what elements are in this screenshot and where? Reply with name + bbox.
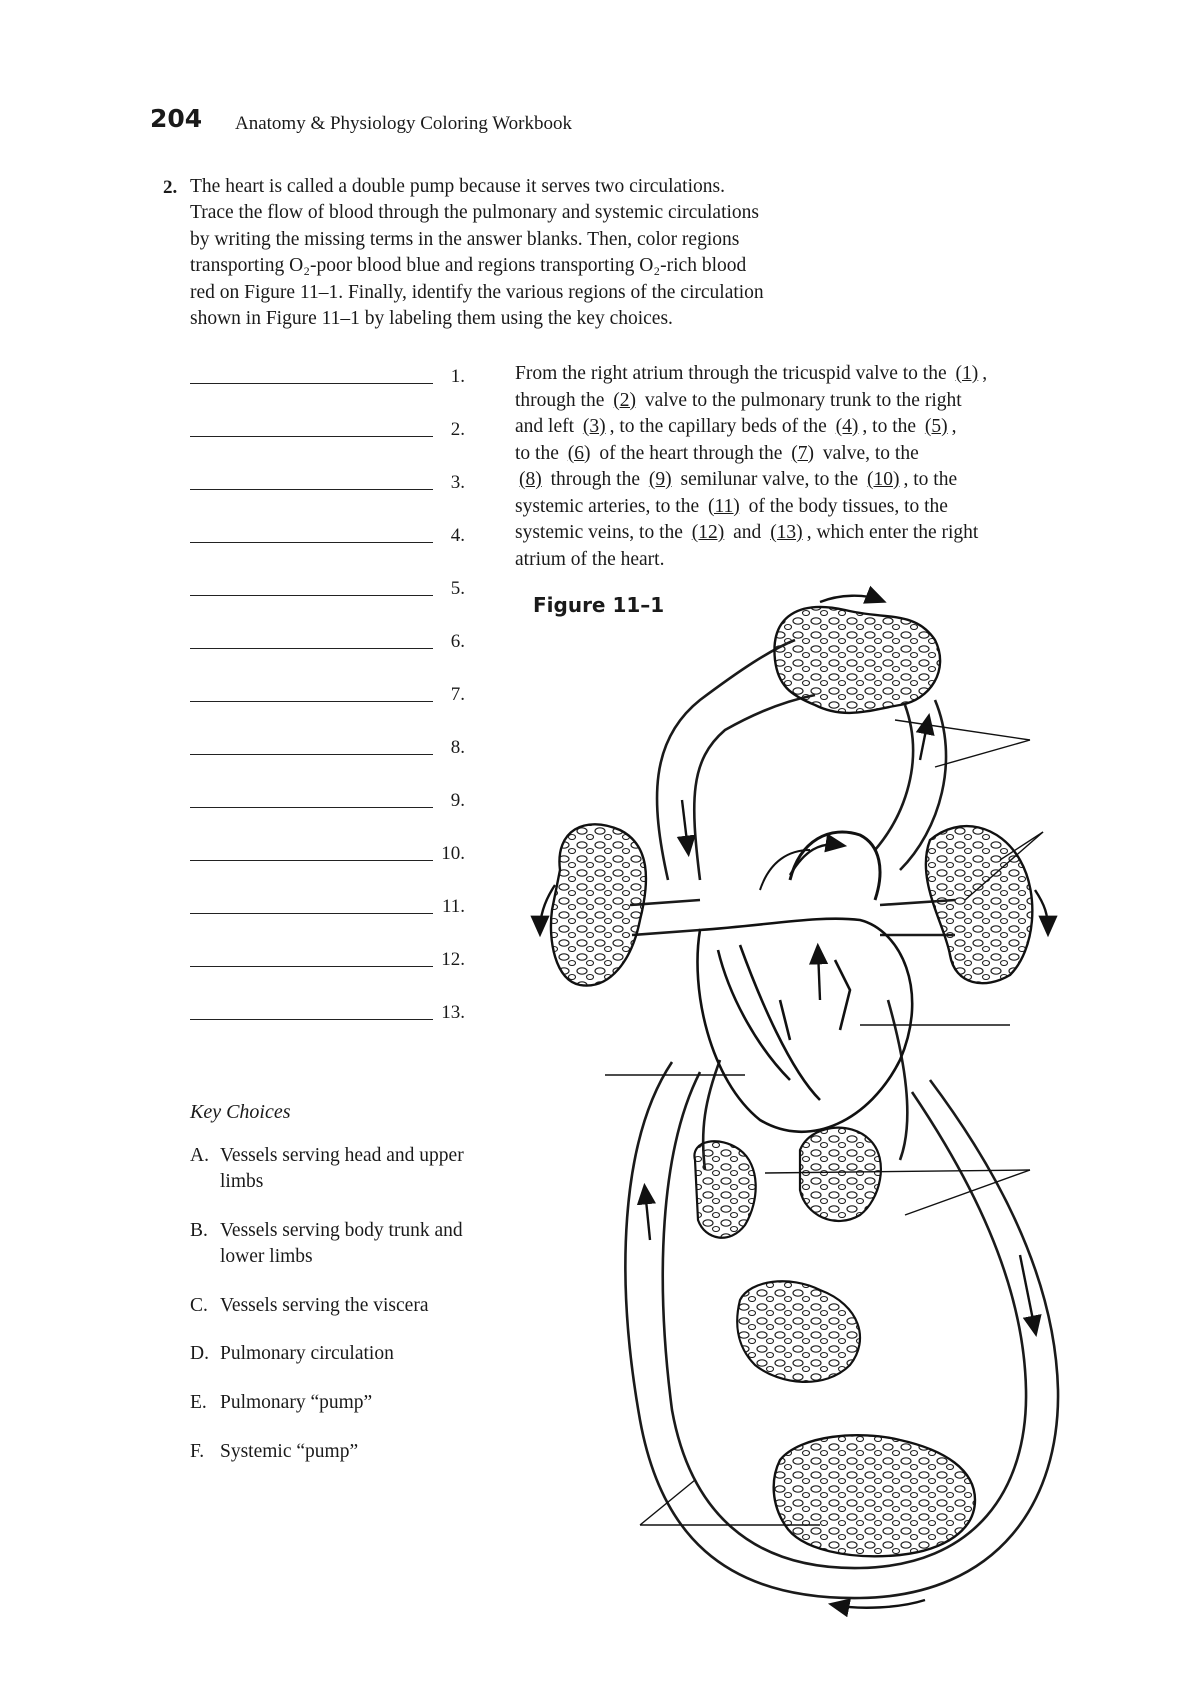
capillary-bed-top (774, 607, 940, 713)
book-title: Anatomy & Physiology Coloring Workbook (235, 113, 572, 134)
passage-text: , which enter the right (806, 522, 979, 543)
blank-ref: (2) (613, 389, 636, 411)
passage-text: semilunar valve, to the (675, 469, 863, 490)
key-letter: D. (190, 1343, 209, 1364)
heart (698, 832, 913, 1132)
blank-number: 3. (450, 472, 465, 493)
passage-text: , to the capillary beds of the (609, 416, 832, 437)
passage-text: systemic arteries, to the (515, 495, 704, 517)
blank-number: 1. (450, 366, 465, 387)
blank-number: 6. (450, 631, 465, 652)
blank-ref: (7) (791, 442, 815, 464)
intro-line: shown in Figure 11–1 by labeling them using the key choices. (190, 308, 673, 330)
passage-text: through the (515, 389, 610, 411)
key-letter: A. (190, 1145, 209, 1166)
blank-number: 8. (450, 737, 465, 758)
key-text: Vessels serving the viscera (220, 1295, 429, 1316)
descending-aorta (888, 1000, 907, 1160)
blank-ref: (4) (835, 416, 859, 437)
capillary-bed-viscera-lower (737, 1281, 860, 1382)
leader-line (640, 1480, 695, 1525)
blank-ref: (1) (955, 363, 979, 384)
flow-arrow (820, 596, 880, 602)
intro-line: transporting O₂-poor blood blue and regions transporting O₂-rich blood (190, 255, 747, 277)
capillary-bed-bottom (774, 1435, 975, 1556)
upper-vessel-right-inner (875, 705, 913, 850)
blank-ref: (12) (691, 522, 725, 543)
blank-ref: (13) (770, 522, 803, 543)
blank-number: 7. (450, 684, 465, 705)
blank-number: 12. (441, 949, 465, 970)
blank-number: 10. (441, 843, 465, 864)
passage-text: atrium of the heart. (515, 548, 665, 570)
key-letter: C. (190, 1295, 208, 1316)
passage-text: , to the (903, 469, 958, 490)
left-branch-lower (632, 930, 700, 935)
blank-ref: (10) (866, 469, 900, 490)
key-text: Pulmonary “pump” (220, 1392, 373, 1413)
passage-text: , (982, 363, 988, 384)
passage-text: of the heart through the (594, 442, 788, 464)
passage-text: through the (545, 469, 645, 490)
leader-line (935, 740, 1030, 767)
passage-text: to the (515, 442, 564, 464)
key-letter: B. (190, 1220, 208, 1241)
capillary-bed-left (551, 824, 646, 985)
passage-text: , (951, 416, 957, 437)
passage-text: , to the (862, 416, 921, 437)
leader-line (895, 720, 1030, 740)
passage-text: valve, to the (818, 442, 919, 464)
blank-number: 9. (450, 790, 465, 811)
page-number: 204 (150, 104, 203, 133)
leader-line (905, 1170, 1030, 1215)
passage-text: valve to the pulmonary trunk to the right (639, 389, 962, 411)
key-text: Systemic “pump” (220, 1441, 359, 1462)
key-text: Pulmonary circulation (220, 1343, 394, 1364)
blank-ref: (8) (519, 469, 542, 490)
passage-text: and left (515, 416, 579, 437)
flow-arrow (645, 1190, 650, 1240)
blank-number: 11. (441, 896, 465, 917)
blank-ref: (6) (567, 442, 591, 464)
passage-text: and (728, 522, 767, 543)
blank-number: 4. (450, 525, 465, 546)
blank-ref: (5) (924, 416, 948, 437)
blank-ref: (11) (707, 495, 740, 517)
flow-arrow (1035, 890, 1048, 930)
passage-text: systemic veins, to the (515, 522, 688, 543)
key-text: Vessels serving head and upper limbs (220, 1145, 464, 1192)
passage-text: of the body tissues, to the (743, 495, 948, 517)
capillary-beds (551, 607, 1032, 1556)
blank-ref: (9) (648, 469, 672, 490)
intro-line: The heart is called a double pump because it serves two circulations. (190, 176, 725, 197)
capillary-bed-viscera-mid (800, 1128, 881, 1221)
intro-line: red on Figure 11–1. Finally, identify the various regions of the circulation (190, 281, 764, 303)
flow-arrow (682, 800, 688, 850)
key-letter: E. (190, 1392, 207, 1413)
intro-line: Trace the flow of blood through the pulmonary and systemic circulations (190, 202, 759, 224)
key-letter: F. (190, 1441, 205, 1462)
flow-arrow (920, 720, 928, 760)
question-number: 2. (163, 177, 178, 198)
blank-number: 2. (450, 419, 465, 440)
flow-arrow (818, 950, 820, 1000)
blank-ref: (3) (582, 416, 606, 437)
passage-text: From the right atrium through the tricuspid valve to the (515, 363, 952, 384)
intro-line: by writing the missing terms in the answer blanks. Then, color regions (190, 228, 740, 250)
upper-vessel-left (657, 640, 795, 880)
blank-number: 13. (441, 1002, 465, 1023)
key-text: Vessels serving body trunk and lower limbs (220, 1220, 463, 1267)
blank-number: 5. (450, 578, 465, 599)
capillary-bed-viscera-left (694, 1141, 755, 1237)
flow-arrow (835, 1600, 925, 1608)
figure-title: Figure 11–1 (533, 593, 665, 617)
key-choices-title: Key Choices (190, 1101, 291, 1123)
